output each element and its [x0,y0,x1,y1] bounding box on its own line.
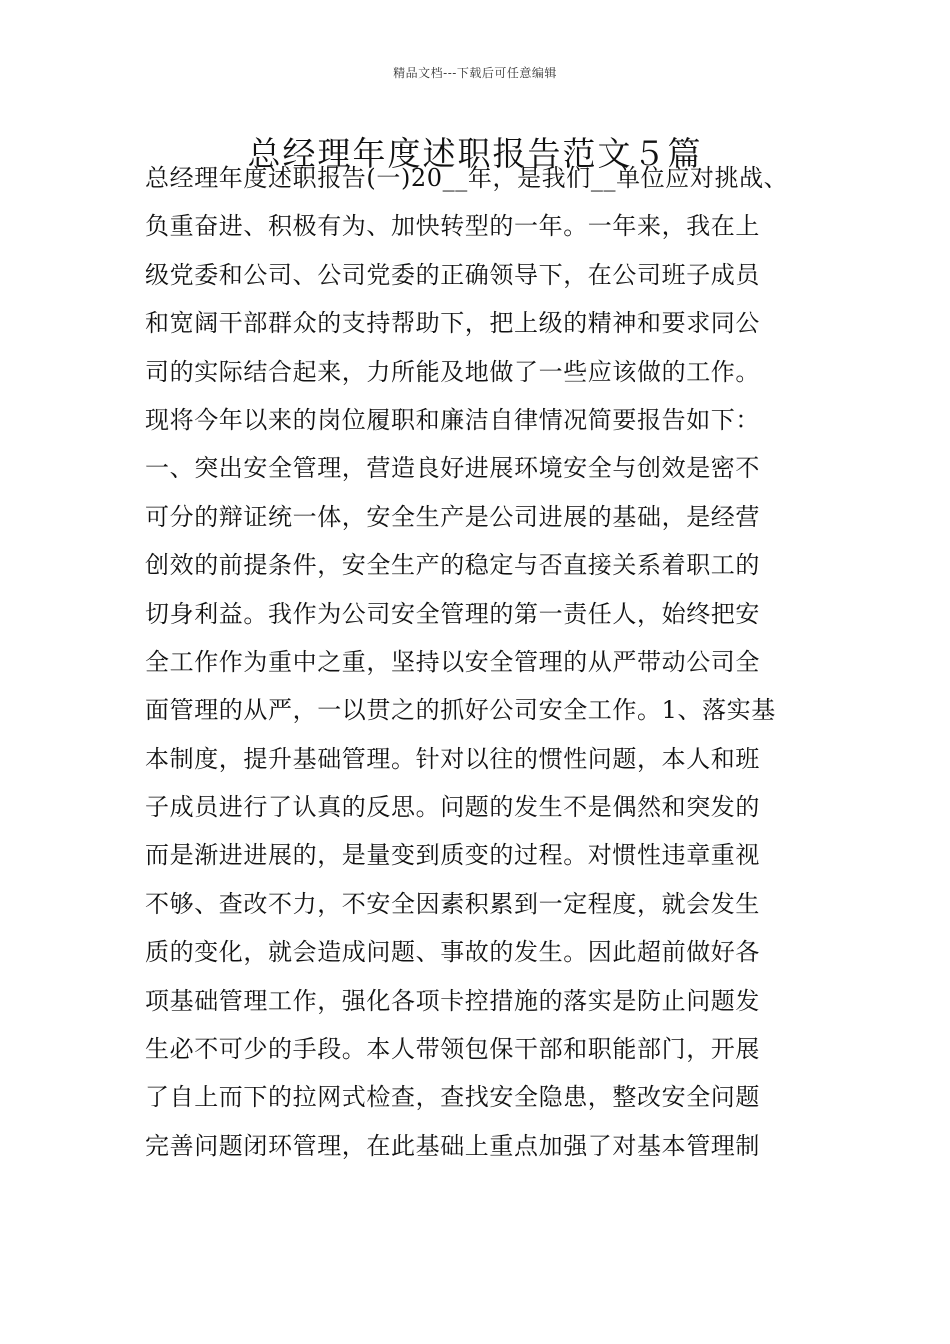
document-title: 总经理年度述职报告范文５篇 [247,134,703,173]
body-line: 切身利益。我作为公司安全管理的第一责任人，始终把安 [145,599,760,628]
body-line: 全工作作为重中之重，坚持以安全管理的从严带动公司全 [145,647,760,676]
body-line: 而是渐进进展的，是量变到质变的过程。对惯性违章重视 [145,841,760,870]
body-line: 一、突出安全管理，营造良好进展环境安全与创效是密不 [145,454,760,483]
body-line: 面管理的从严，一以贯之的抓好公司安全工作。1、落实基 [145,696,776,725]
document-body [145,154,810,1170]
body-line: 和宽阔干部群众的支持帮助下，把上级的精神和要求同公 [145,309,760,338]
body-line: 完善问题闭环管理，在此基础上重点加强了对基本管理制 [145,1131,760,1160]
body-line: 质的变化，就会造成问题、事故的发生。因此超前做好各 [145,938,760,967]
body-line: 项基础管理工作，强化各项卡控措施的落实是防止问题发 [145,986,760,1015]
body-line: 负重奋进、积极有为、加快转型的一年。一年来，我在上 [145,212,760,241]
body-line: 创效的前提条件，安全生产的稳定与否直接关系着职工的 [145,551,760,580]
body-line: 可分的辩证统一体，安全生产是公司进展的基础，是经营 [145,502,760,531]
body-line: 司的实际结合起来，力所能及地做了一些应该做的工作。 [145,357,760,386]
header-note: 精品文档---下载后可任意编辑 [393,66,557,80]
body-line: 现将今年以来的岗位履职和廉洁自律情况简要报告如下： [145,405,760,434]
body-line: 了自上而下的拉网式检查，查找安全隐患，整改安全问题 [145,1083,760,1112]
body-line: 生必不可少的手段。本人带领包保干部和职能部门，开展 [145,1035,760,1064]
body-line: 子成员进行了认真的反思。问题的发生不是偶然和突发的 [145,793,760,822]
body-line: 总经理年度述职报告(一)20__年，是我们__单位应对挑战、 [145,164,789,192]
body-line: 本制度，提升基础管理。针对以往的惯性问题，本人和班 [145,744,760,773]
body-line: 不够、查改不力，不安全因素积累到一定程度，就会发生 [145,889,760,918]
body-line: 级党委和公司、公司党委的正确领导下，在公司班子成员 [145,260,760,289]
